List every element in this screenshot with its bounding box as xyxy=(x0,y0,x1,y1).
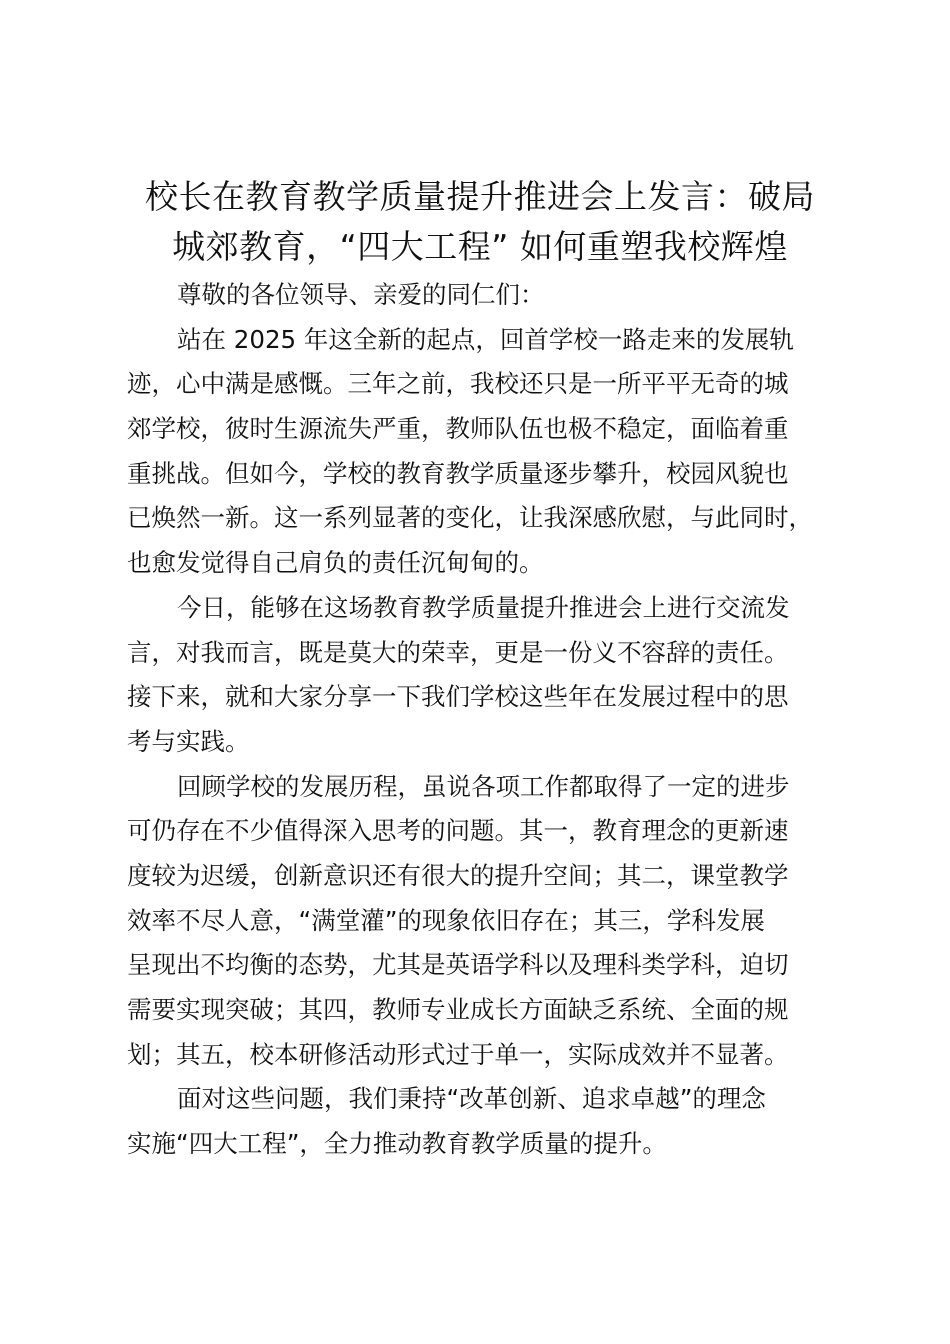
document-title-line-2: 城郊教育，“四大工程” 如何重塑我校辉煌 xyxy=(172,227,788,266)
paragraph-2-line: 今日，能够在这场教育教学质量提升推进会上进行交流发 xyxy=(177,592,790,622)
paragraph-3-line: 可仍存在不少值得深入思考的问题。其一，教育理念的更新速 xyxy=(127,816,789,846)
paragraph-4-line: 面对这些问题，我们秉持“改革创新、追求卓越”的理念 xyxy=(177,1084,766,1114)
paragraph-1-line: 迹，心中满是感慨。三年之前，我校还只是一所平平无奇的城 xyxy=(127,369,789,399)
paragraph-3-line: 划；其五，校本研修活动形式过于单一，实际成效并不显著。 xyxy=(127,1039,789,1069)
paragraph-3-line: 效率不尽人意，“满堂灌”的现象依旧存在；其三，学科发展 xyxy=(127,905,765,935)
document-title-line-1: 校长在教育教学质量提升推进会上发言：破局 xyxy=(145,177,815,216)
paragraph-3-line: 度较为迟缓，创新意识还有很大的提升空间；其二，课堂教学 xyxy=(127,860,789,890)
paragraph-1-line: 已焕然一新。这一系列显著的变化，让我深感欣慰，与此同时， xyxy=(127,503,813,533)
salutation: 尊敬的各位领导、亲爱的同仁们： xyxy=(177,280,545,309)
paragraph-1-line: 重挑战。但如今，学校的教育教学质量逐步攀升，校园风貌也 xyxy=(127,458,789,488)
paragraph-1-line: 郊学校，彼时生源流失严重，教师队伍也极不稳定，面临着重 xyxy=(127,414,789,444)
paragraph-2-line: 接下来，就和大家分享一下我们学校这些年在发展过程中的思 xyxy=(127,682,789,712)
paragraph-1-line: 站在 2025 年这全新的起点，回首学校一路走来的发展轨 xyxy=(177,324,794,354)
paragraph-3-line: 需要实现突破；其四，教师专业成长方面缺乏系统、全面的规 xyxy=(127,995,789,1024)
paragraph-3-line: 回顾学校的发展历程，虽说各项工作都取得了一定的进步 xyxy=(177,771,790,801)
paragraph-2-line: 言，对我而言，既是莫大的荣幸，更是一份义不容辞的责任。 xyxy=(127,637,789,667)
paragraph-4-line: 实施“四大工程”，全力推动教育教学质量的提升。 xyxy=(127,1129,667,1159)
document-body xyxy=(127,273,847,1167)
paragraph-2-line: 考与实践。 xyxy=(127,726,250,756)
paragraph-1-line: 也愈发觉得自己肩负的责任沉甸甸的。 xyxy=(127,548,544,578)
paragraph-3-line: 呈现出不均衡的态势，尤其是英语学科以及理科类学科，迫切 xyxy=(127,950,789,980)
